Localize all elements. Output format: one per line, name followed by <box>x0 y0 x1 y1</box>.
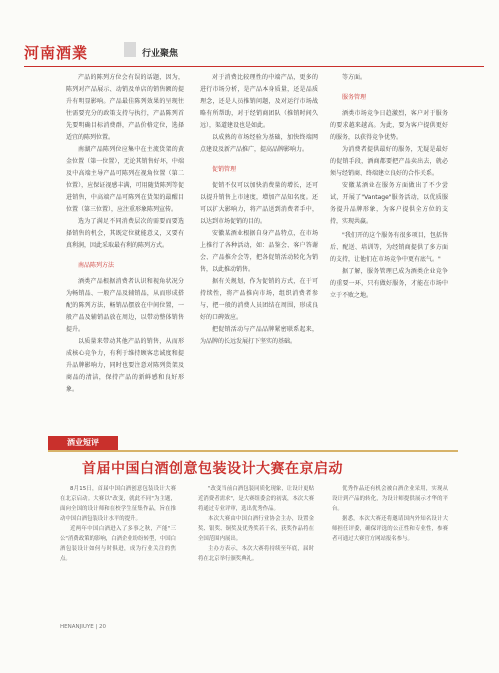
paragraph: 据有关规划，作为促销的方式，在于可持续性，将产品推向市场，组织消费者参与，把一般的消费人员团结在周围，形成良好的口碑效应。 <box>200 278 318 321</box>
paragraph: 为消费者提供最好的服务，无疑是最好的促销手段，酒商都要把产品卖出去，就必须与经销商、终端建立良好的合作关系。 <box>330 146 448 177</box>
paragraph: 等方面。 <box>342 74 367 81</box>
paragraph: 据了解，服务管理已成为酒类企业竞争的重要一环，只有做好服务，才能在市场中立于不败之地。 <box>330 268 448 299</box>
paragraph: 促销不仅可以加快消费量的增长，还可以提升销售上市速度，增加产品知名度。还可以扩大影响力，将产品送到消费者手中，以达到市场促销的目的。 <box>200 182 318 225</box>
section-title: 行业聚焦 <box>142 49 179 59</box>
paragraph: 把促销活动与产品品牌紧密联系起来，为品牌的长远发展打下坚实的基础。 <box>200 326 318 345</box>
page-footer: HENANJIUYE | 20 <box>60 624 107 630</box>
news-rule <box>48 450 458 452</box>
article-column-2 <box>200 72 318 348</box>
paragraph: "改变当前白酒包装同质化现象，让设计更贴近消费者需求"，是大赛组委会的初衷，本次大赛将通过专业评审，选出优秀作品。 <box>198 486 314 512</box>
article-column-3 <box>330 72 448 302</box>
news-column-1 <box>60 484 176 564</box>
paragraph: 南湖产品陈列位应集中在主流货架的黄金位置（第一位置），无论其销售好坏，中端及中高端主导产品可陈列在视角位置（第二位置），应保证视感丰满，可用随货陈列等促进销售，中高端产品可陈列在货架的最醒目位置（第三位置），应注重形象陈列宣传。 <box>66 146 184 213</box>
paragraph: 近两年中国白酒进入了多事之秋，产能"三公"消费政策的影响，白酒企业纷纷转型，中国白酒包装设计如何与时俱进，成为行业关注的焦点。 <box>60 526 176 562</box>
header-square-decoration <box>124 42 136 57</box>
paragraph: 以成熟的市场经验为基础，加快终端网点建设及新产品推广，提高品牌影响力。 <box>200 134 318 153</box>
paragraph: 产品的陈列方位会有误的话题，因为，陈列对产品展示、动销及单店的销售额的提升有明显影响。产品最佳陈列效果的呈现往往需要充分的政策支持与执行，产品陈列首先要明确目标消费群，产品价格定位，选择适宜的陈列位置。 <box>66 74 184 141</box>
news-section-tag: 酒业短评 <box>48 436 118 450</box>
paragraph: 优秀作品还有机会被白酒企业采用，实现从设计到产品的转化，为设计师提供展示才华的平台。 <box>332 486 448 512</box>
paragraph: 对于消费比较理性的中端产品，更多的进行市场分析，是产品本身质量，还是品质理念，还是人员推销问题，及对运行市场战略有所帮助，对于经销商团队（推销时间久远），渠道建设也是如此。 <box>200 74 318 129</box>
paragraph: 选为了满足不同消费层次的需要而要选择销售的机会，其既定位就能意义，又要有真利润，因此采取最有利的陈列方式。 <box>66 218 184 249</box>
paragraph: 安徽某酒业在服务方面做出了不少尝试，开展了"Vantage"服务活动，以优质服务提升品牌形象，为客户提供全方位的支持，实现共赢。 <box>330 182 448 225</box>
quote-paragraph: "我们开的这个服务有很多项目，包括售后、配送、培训等，为经销商提供了多方面的支持，让他们在市场竞争中更有底气。" <box>330 232 448 263</box>
paragraph: 据悉，本次大赛还将邀请国内外知名设计大师担任评委，确保评选的公正性和专业性，参赛者可通过大赛官方网站报名参与。 <box>332 516 448 542</box>
paragraph: 8月15日，首届中国白酒创意包装设计大赛在北京启动。大赛以"改变，就此不同"为主题，面向全国的设计师和在校学生征集作品，旨在推动中国白酒包装设计水平的提升。 <box>60 486 176 522</box>
subheading: 服务管理 <box>342 94 367 101</box>
news-headline: 首届中国白酒创意包装设计大赛在京启动 <box>82 461 343 477</box>
page-header <box>24 34 484 64</box>
magazine-title: 河南酒業 <box>24 44 89 62</box>
paragraph: 主办方表示，本次大赛将持续至年底，届时将在北京举行颁奖典礼。 <box>198 546 314 562</box>
paragraph: 酒类产品根据消费者认识和视角状况分为畅销品、一般产品及辅销品，从而形成搭配的陈列方法，畅销品摆放在中间位置，一般产品及辅销品放在周边，以带动整体销售提升。 <box>66 278 184 333</box>
subheading: 促销管理 <box>212 166 237 173</box>
paragraph: 酒类市场竞争日趋激烈，客户对于服务的要求越来越高。为此，要为客户提供更好的服务，以获得竞争优势。 <box>330 110 448 141</box>
article-column-1 <box>66 72 184 396</box>
news-column-3 <box>332 484 448 544</box>
paragraph: 本次大赛由中国白酒行业协会主办，设置金奖、银奖、铜奖及优秀奖若干名，获奖作品将在全国范围内展出。 <box>198 516 314 542</box>
news-column-2 <box>198 484 314 564</box>
paragraph: 安徽某酒业根据自身产品特点，在市场上推行了各种活动，如：品鉴会、客户答谢会、产品推介会等，把各促销活动转化为销售，以此推动销售。 <box>200 230 318 273</box>
subheading: 南品陈列方法 <box>78 262 115 269</box>
header-rule <box>24 66 484 67</box>
paragraph: 以质量来带动其他产品的销售，从而形成核心竞争力，有利于维持顾客忠诚度和提升品牌影响力，同时也要注意对陈列货架及商品的清洁，保持产品的新鲜感和良好形象。 <box>66 338 184 393</box>
